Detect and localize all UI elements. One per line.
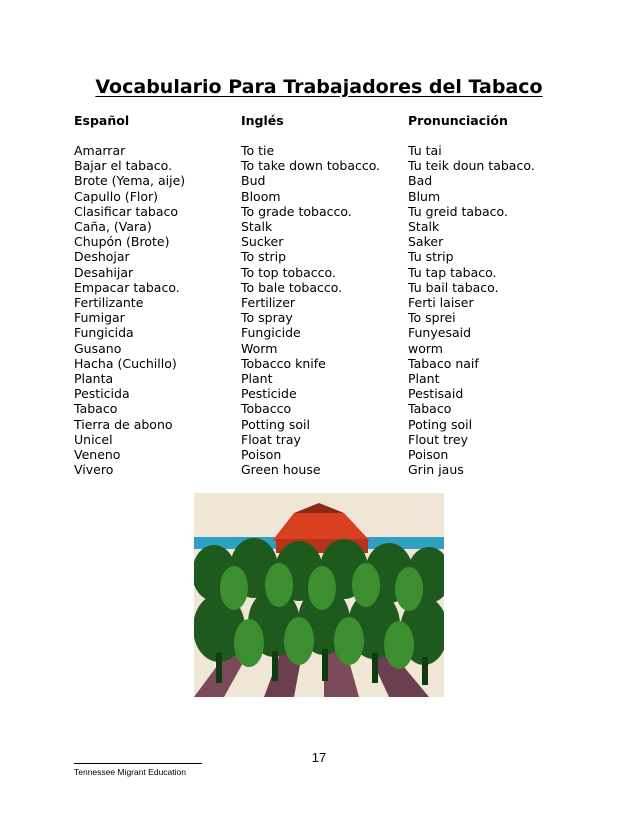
vocab-cell-pr: Tabaco naif xyxy=(408,355,479,371)
vocab-cell-pr: Blum xyxy=(408,188,441,204)
vocab-cell-es: Tabaco xyxy=(74,401,118,417)
vocab-cell-pr: Funyesaid xyxy=(408,325,472,341)
vocab-cell-en: Plant xyxy=(241,371,273,387)
vocab-cell-en: To grade tobacco. xyxy=(241,203,352,219)
vocab-cell-pr: Ferti laiser xyxy=(408,295,474,311)
vocab-cell-es: Brote (Yema, aije) xyxy=(74,173,186,189)
vocab-cell-es: Bajar el tabaco. xyxy=(74,158,173,174)
vocab-cell-pr: Flout trey xyxy=(408,431,468,447)
vocab-cell-en: Worm xyxy=(241,340,278,356)
vocab-cell-en: Bud xyxy=(241,173,266,189)
tobacco-field-illustration xyxy=(194,493,444,697)
vocab-cell-es: Veneno xyxy=(74,447,121,463)
vocab-cell-en: Sucker xyxy=(241,234,284,250)
vocab-cell-en: Fungicide xyxy=(241,325,301,341)
vocab-cell-en: Green house xyxy=(241,462,321,478)
vocab-cell-en: Fertilizer xyxy=(241,295,296,311)
vocab-cell-es: Pesticida xyxy=(74,386,130,402)
vocab-cell-es: Amarrar xyxy=(74,143,126,158)
vocab-cell-pr: Bad xyxy=(408,173,433,189)
vocab-cell-es: Tierra de abono xyxy=(74,416,173,432)
vocab-cell-es: Clasificar tabaco xyxy=(74,203,179,219)
vocab-cell-pr: worm xyxy=(408,340,443,356)
vocab-cell-es: Unicel xyxy=(74,431,113,447)
vocab-cell-es: Capullo (Flor) xyxy=(74,188,159,204)
page-number: 17 xyxy=(311,750,327,765)
pronunciation-column xyxy=(408,113,535,477)
pronunciation-header: Pronunciación xyxy=(408,113,508,128)
vocab-cell-pr: Tu greid tabaco. xyxy=(408,203,508,219)
vocab-cell-en: Potting soil xyxy=(241,416,310,432)
vocab-cell-pr: Stalk xyxy=(408,219,440,235)
vocab-cell-es: Fertilizante xyxy=(74,295,144,311)
vocab-cell-en: Bloom xyxy=(241,188,281,204)
vocab-cell-pr: Tu bail tabaco. xyxy=(408,279,499,295)
spanish-header: Español xyxy=(74,113,130,128)
page-title: Vocabulario Para Trabajadores del Tabaco xyxy=(95,76,543,98)
vocab-cell-es: Deshojar xyxy=(74,249,130,265)
vocab-cell-en: Tobacco xyxy=(241,401,292,417)
vocab-cell-pr: Poting soil xyxy=(408,416,473,432)
vocab-cell-en: Poison xyxy=(241,447,282,463)
spanish-column xyxy=(74,113,185,477)
vocab-cell-en: To top tobacco. xyxy=(241,264,336,280)
vocab-cell-pr: Grin jaus xyxy=(408,462,464,478)
spanish-list xyxy=(74,143,185,477)
vocab-cell-pr: Plant xyxy=(408,371,440,387)
vocab-cell-en: To bale tobacco. xyxy=(241,279,343,295)
english-header: Inglés xyxy=(241,113,284,128)
vocab-cell-pr: To sprei xyxy=(408,310,456,326)
vocab-cell-pr: Poison xyxy=(408,447,449,463)
vocab-cell-es: Chupón (Brote) xyxy=(74,234,170,250)
vocab-cell-en: Tobacco knife xyxy=(241,355,326,371)
english-column xyxy=(241,113,380,477)
vocab-cell-es: Fungicida xyxy=(74,325,134,341)
pronunciation-list xyxy=(408,143,535,477)
english-list xyxy=(241,143,380,477)
vocab-cell-es: Fumigar xyxy=(74,310,125,326)
vocab-cell-es: Empacar tabaco. xyxy=(74,279,180,295)
vocab-cell-es: Hacha (Cuchillo) xyxy=(74,355,177,371)
vocab-cell-pr: Tu teik doun tabaco. xyxy=(408,158,535,174)
vocab-cell-en: To spray xyxy=(241,310,293,326)
vocab-cell-pr: Tabaco xyxy=(408,401,452,417)
vocab-cell-es: Planta xyxy=(74,371,114,387)
vocab-cell-en: To tie xyxy=(241,143,275,158)
vocab-cell-es: Caña, (Vara) xyxy=(74,219,152,235)
vocab-cell-pr: Tu tap tabaco. xyxy=(408,264,497,280)
vocab-cell-en: Float tray xyxy=(241,431,301,447)
vocab-cell-es: Vivero xyxy=(74,462,114,478)
vocab-cell-pr: Saker xyxy=(408,234,444,250)
vocab-cell-pr: Tu tai xyxy=(408,143,442,158)
vocab-cell-en: To strip xyxy=(241,249,287,265)
vocab-cell-en: Pesticide xyxy=(241,386,297,402)
vocab-cell-pr: Pestisaid xyxy=(408,386,464,402)
vocab-cell-es: Gusano xyxy=(74,340,122,356)
footer-text: Tennessee Migrant Education xyxy=(74,767,186,777)
vocab-cell-es: Desahijar xyxy=(74,264,134,280)
vocab-cell-pr: Tu strip xyxy=(408,249,454,265)
vocab-cell-en: To take down tobacco. xyxy=(241,158,381,174)
vocab-cell-en: Stalk xyxy=(241,219,273,235)
